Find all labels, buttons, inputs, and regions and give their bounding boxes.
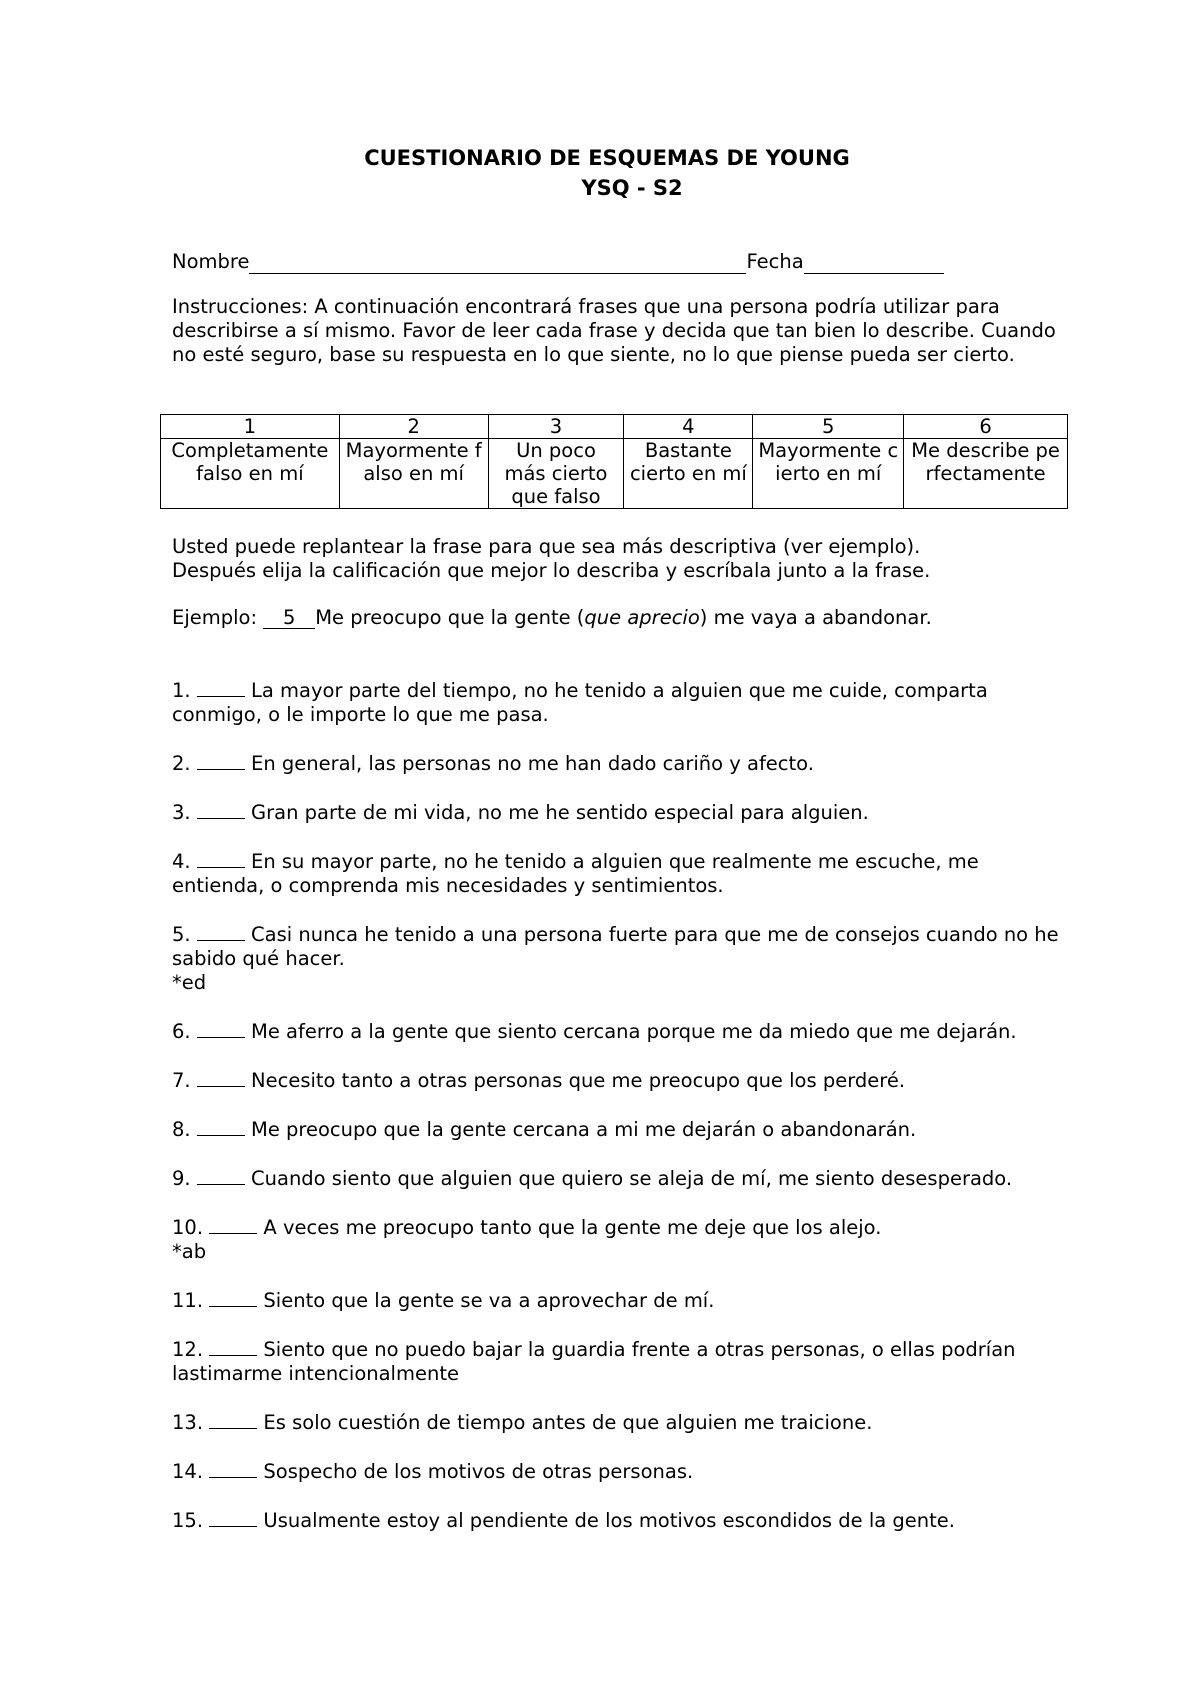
question-number: 12.	[172, 1338, 204, 1361]
question-text: En su mayor parte, no he tenido a alguien que realmente me escuche, me entienda, o comprenda mis necesidades y sentimientos.	[172, 850, 979, 897]
question-text: Me preocupo que la gente cercana a mi me dejarán o abandonarán.	[251, 1118, 917, 1141]
question-item	[172, 1215, 1072, 1264]
answer-blank[interactable]	[209, 1215, 257, 1234]
question-text: Es solo cuestión de tiempo antes de que alguien me traicione.	[263, 1411, 873, 1434]
question-item	[172, 1068, 1072, 1093]
question-number: 14.	[172, 1460, 204, 1483]
scale-label: Mayormente cierto en mí	[753, 439, 904, 509]
page-subtitle: YSQ - S2	[581, 176, 683, 200]
answer-blank[interactable]	[209, 1508, 257, 1527]
replant-line: Después elija la calificación que mejor lo describa y escríbala junto a la frase.	[172, 559, 931, 582]
question-text: Necesito tanto a otras personas que me preocupo que los perderé.	[251, 1069, 906, 1092]
question-item	[172, 1459, 1072, 1484]
question-number: 15.	[172, 1509, 204, 1532]
scale-number: 3	[488, 415, 624, 439]
question-text: Siento que no puedo bajar la guardia frente a otras personas, o ellas podrían lastimarme intencionalmente	[172, 1338, 1016, 1385]
scale-label: Me describe perfectamente	[904, 439, 1068, 509]
question-text: Casi nunca he tenido a una persona fuerte para que me de consejos cuando no he sabido qué hacer.	[172, 923, 1059, 970]
question-number: 11.	[172, 1289, 204, 1312]
question-text: A veces me preocupo tanto que la gente me deje que los alejo.	[263, 1216, 882, 1239]
example-answer: 5	[263, 608, 315, 629]
question-number: 13.	[172, 1411, 204, 1434]
question-item	[172, 751, 1072, 776]
question-item	[172, 678, 1072, 727]
answer-blank[interactable]	[197, 1068, 245, 1087]
question-item	[172, 1166, 1072, 1191]
page-title: CUESTIONARIO DE ESQUEMAS DE YOUNG	[364, 146, 850, 170]
question-note: *ab	[172, 1240, 207, 1263]
answer-blank[interactable]	[197, 751, 245, 770]
answer-blank[interactable]	[197, 678, 245, 697]
replant-line: Usted puede replantear la frase para que sea más descriptiva (ver ejemplo).	[172, 535, 921, 558]
answer-blank[interactable]	[197, 800, 245, 819]
date-label: Fecha	[746, 250, 804, 273]
question-text: Me aferro a la gente que siento cercana porque me da miedo que me dejarán.	[251, 1020, 1017, 1043]
question-text: La mayor parte del tiempo, no he tenido a alguien que me cuide, comparta conmigo, o le importe lo que me pasa.	[172, 679, 988, 726]
question-number: 1.	[172, 679, 191, 702]
example-line	[172, 606, 932, 630]
answer-blank[interactable]	[209, 1459, 257, 1478]
scale-label: Mayormente falso en mí	[339, 439, 488, 509]
answer-blank[interactable]	[209, 1410, 257, 1429]
question-text: Gran parte de mi vida, no me he sentido especial para alguien.	[251, 801, 869, 824]
question-number: 2.	[172, 752, 191, 775]
rating-scale-table	[160, 414, 1068, 509]
scale-number: 5	[753, 415, 904, 439]
answer-blank[interactable]	[209, 1337, 257, 1356]
name-field[interactable]	[249, 253, 746, 274]
question-item	[172, 1410, 1072, 1435]
answer-blank[interactable]	[197, 1166, 245, 1185]
question-number: 7.	[172, 1069, 191, 1092]
scale-number: 6	[904, 415, 1068, 439]
question-item	[172, 800, 1072, 825]
instructions: Instrucciones: A continuación encontrará frases que una persona podría utilizar para describirse a sí mismo. Favor de leer cada frase y decida que tan bien lo describe. Cuando no esté seguro, base su respuesta en lo que siente, no lo que piense pueda ser cierto.	[172, 295, 1056, 366]
question-text: Usualmente estoy al pendiente de los motivos escondidos de la gente.	[263, 1509, 955, 1532]
scale-number: 4	[624, 415, 753, 439]
question-note: *ed	[172, 971, 207, 994]
scale-label: Completamente falso en mí	[161, 439, 340, 509]
question-list	[172, 678, 1072, 1557]
answer-blank[interactable]	[197, 1019, 245, 1038]
scale-label: Bastante cierto en mí	[624, 439, 753, 509]
question-text: En general, las personas no me han dado cariño y afecto.	[251, 752, 814, 775]
question-number: 8.	[172, 1118, 191, 1141]
scale-label: Un poco más cierto que falso	[488, 439, 624, 509]
question-item	[172, 1337, 1072, 1386]
question-number: 10.	[172, 1216, 204, 1239]
example-text-italic: que aprecio	[584, 606, 700, 629]
scale-number: 1	[161, 415, 340, 439]
scale-number: 2	[339, 415, 488, 439]
question-text: Siento que la gente se va a aprovechar de mí.	[263, 1289, 715, 1312]
example-label: Ejemplo:	[172, 606, 258, 629]
answer-blank[interactable]	[197, 922, 245, 941]
question-item	[172, 1288, 1072, 1313]
question-item	[172, 849, 1072, 898]
name-label: Nombre	[172, 250, 250, 273]
question-item	[172, 1508, 1072, 1533]
scale-labels-row	[161, 439, 1068, 509]
question-number: 9.	[172, 1167, 191, 1190]
answer-blank[interactable]	[209, 1288, 257, 1307]
question-text: Sospecho de los motivos de otras personas.	[263, 1460, 694, 1483]
question-number: 3.	[172, 801, 191, 824]
scale-numbers-row	[161, 415, 1068, 439]
question-number: 4.	[172, 850, 191, 873]
question-number: 6.	[172, 1020, 191, 1043]
date-field[interactable]	[804, 253, 944, 274]
example-text-before: Me preocupo que la gente (	[315, 606, 585, 629]
answer-blank[interactable]	[197, 1117, 245, 1136]
question-item	[172, 1019, 1072, 1044]
question-item	[172, 1117, 1072, 1142]
answer-blank[interactable]	[197, 849, 245, 868]
example-text-after: ) me vaya a abandonar.	[699, 606, 932, 629]
name-date-line	[172, 250, 944, 274]
question-item	[172, 922, 1072, 995]
question-text: Cuando siento que alguien que quiero se aleja de mí, me siento desesperado.	[251, 1167, 1013, 1190]
question-number: 5.	[172, 923, 191, 946]
replant-instructions	[172, 535, 1072, 583]
